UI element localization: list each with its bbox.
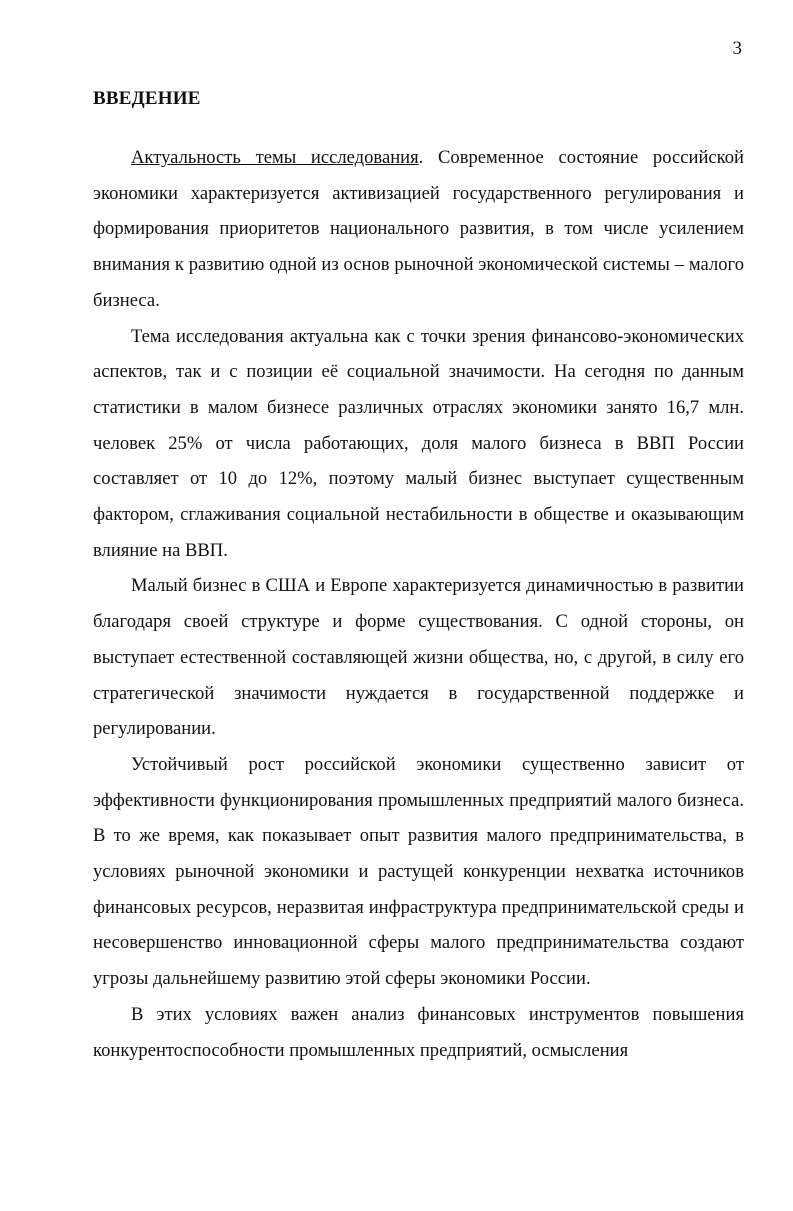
page-number: 3 — [732, 38, 742, 59]
section-heading: ВВЕДЕНИЕ — [93, 88, 201, 109]
paragraph-relevance — [93, 140, 744, 319]
paragraph-topic: Тема исследования актуальна как с точки зрения финансово-экономических аспектов, так и с позиции её социальной значимости. На сегодня по данным статистики в малом бизнесе различных отраслях экономики занято 16,7 млн. человек 25% от числа работающих, доля малого бизнеса в ВВП России составляет от 10 до 12%, поэтому малый бизнес выступает существенным фактором, сглаживания социальной нестабильности в обществе и оказывающим влияние на ВВП. — [93, 325, 744, 561]
paragraph-conditions: В этих условиях важен анализ финансовых инструментов повышения конкурентоспособности промышленных предприятий, осмысления — [93, 1003, 744, 1061]
paragraph-growth: Устойчивый рост российской экономики существенно зависит от эффективности функционирования промышленных предприятий малого бизнеса. В то же время, как показывает опыт развития малого предпринимательства, в условиях рыночной экономики и растущей конкуренции нехватка источников финансовых ресурсов, неразвитая инфраструктура предпринимательской среды и несовершенство инновационной сферы малого предпринимательства создают угрозы дальнейшему развитию этой сферы экономики России. — [93, 753, 744, 990]
relevance-lead: Актуальность темы исследования — [131, 147, 419, 168]
body-text — [93, 140, 744, 1068]
relevance-text: . Современное состояние российской экономики характеризуется активизацией государственного регулирования и формирования приоритетов национального развития, в том числе усилением внимания к развитию одной из основ рыночной экономической системы – малого бизнеса. — [93, 147, 744, 311]
paragraph-usa-europe: Малый бизнес в США и Европе характеризуется динамичностью в развитии благодаря своей структуре и форме существования. С одной стороны, он выступает естественной составляющей жизни общества, но, с другой, в силу его стратегической значимости нуждается в государственной поддержке и регулировании. — [93, 575, 744, 740]
